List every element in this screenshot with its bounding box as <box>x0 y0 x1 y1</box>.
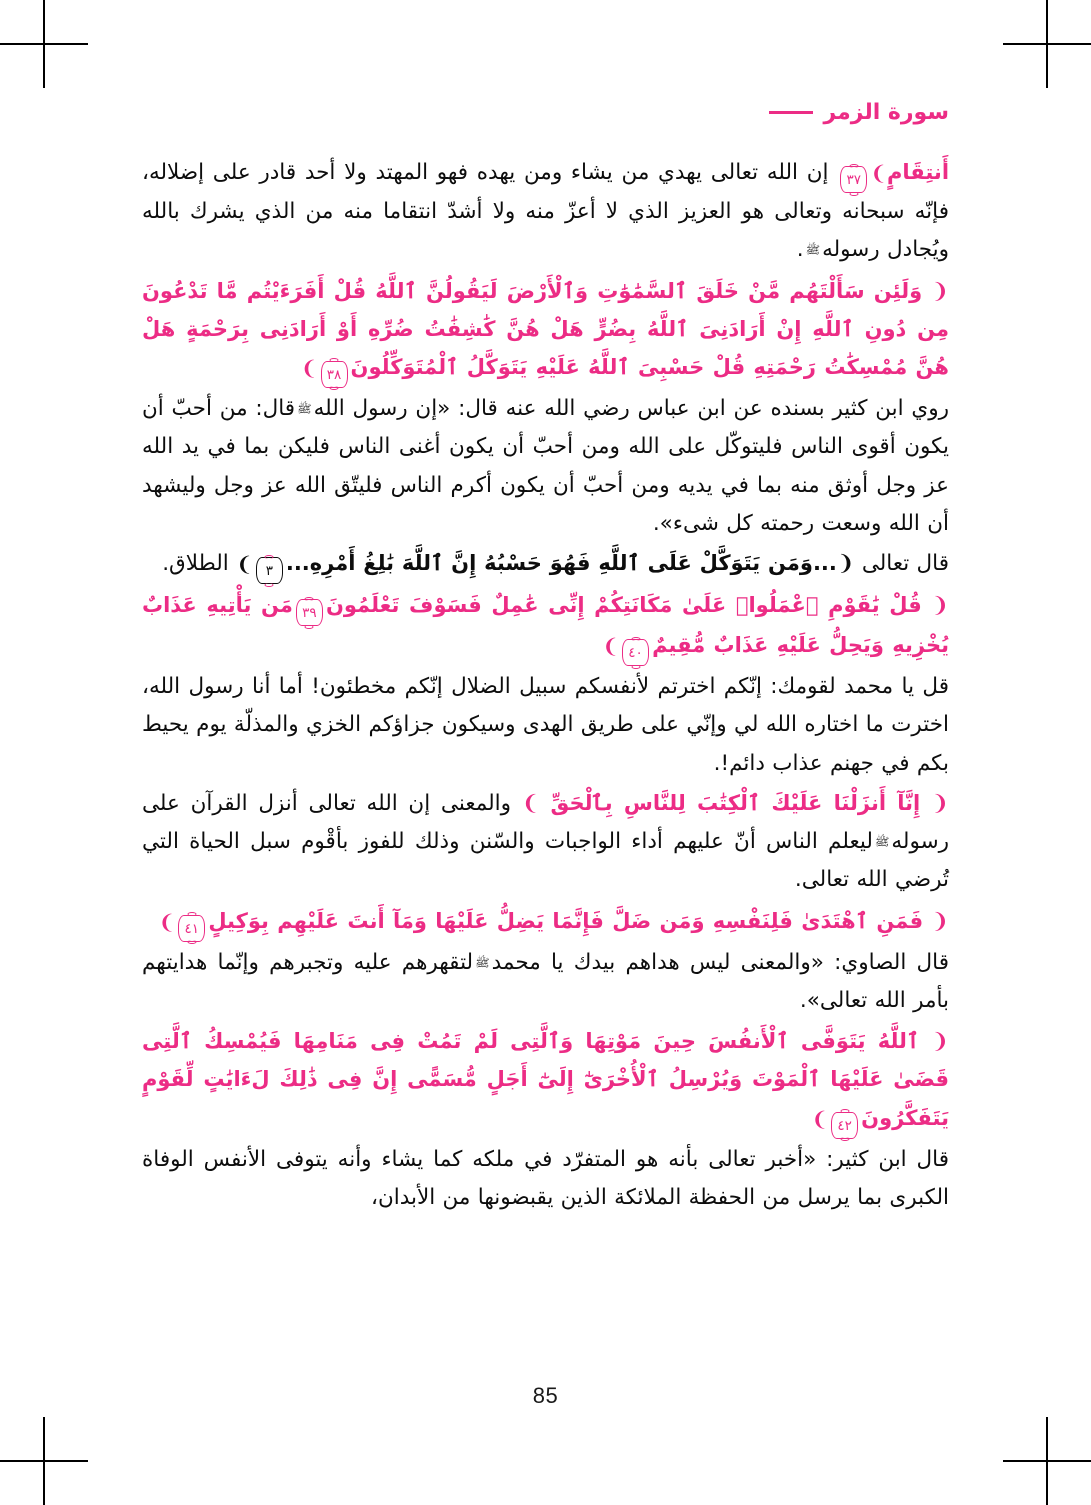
quran-verse-42 <box>142 1022 949 1138</box>
ayah-number: ٣٨ <box>321 361 348 388</box>
ornament-close-icon: ❩ <box>300 355 318 380</box>
running-head <box>142 92 949 132</box>
commentary-text-continued: لتقهرهم عليه وتجبرهم وإنّما هدايتهم بأمر الله تعالى». <box>142 949 949 1013</box>
sallallahu-alayhi-wasallam-icon: ﷺ <box>874 835 890 849</box>
sallallahu-alayhi-wasallam-icon: ﷺ <box>297 402 312 416</box>
ayah-number: ٣ <box>256 557 283 584</box>
horizontal-rule-icon <box>769 111 813 114</box>
quran-verse-text: ❨ وَلَئِن سَأَلْتَهُم مَّنْ خَلَقَ ٱلسَّمَٰوَٰتِ وَٱلْأَرْضَ لَيَقُولُنَّ ٱللَّهُ قُلْ أَفَرَءَيْتُم مَّا تَدْعُونَ مِن دُونِ ٱللَّهِ إِنْ أَرَادَنِىَ ٱللَّهُ بِضُرٍّ هَلْ هُنَّ كَٰشِفَٰتُ ضُرِّهِ أَوْ أَرَادَنِى بِرَحْمَةٍ هَلْ هُنَّ مُمْسِكَٰتُ رَحْمَتِهِ قُلْ حَسْبِىَ ٱللَّهُ عَلَيْهِ يَتَوَكَّلُ ٱلْمُتَوَكِّلُونَ <box>142 278 949 379</box>
quran-verse-text: ❨ قُلْ يَٰقَوْمِ ٱعْمَلُوا۟ عَلَىٰ مَكَانَتِكُمْ إِنِّى عَٰمِلٌ فَسَوْفَ تَعْلَمُونَ <box>325 593 949 618</box>
commentary-text: والمعنى إن الله تعالى أنزل القرآن على رسوله <box>142 790 949 855</box>
ayah-number: ٤٢ <box>831 1112 858 1139</box>
sallallahu-alayhi-wasallam-icon: ﷺ <box>475 956 490 970</box>
text-column <box>142 92 949 1385</box>
quran-verse-39-40 <box>142 586 949 666</box>
crop-mark-icon <box>43 1417 45 1505</box>
quran-verse-text: ❨ ٱللَّهُ يَتَوَفَّى ٱلْأَنفُسَ حِينَ مَوْتِهَا وَٱلَّتِى لَمْ تَمُتْ فِى مَنَامِهَا فَيُمْسِكُ ٱلَّتِى قَضَىٰ عَلَيْهَا ٱلْمَوْتَ وَيُرْسِلُ ٱلْأُخْرَىٰٓ إِلَىٰٓ أَجَلٍ مُّسَمًّى إِنَّ فِى ذَٰلِكَ لَءَايَٰتٍ لِّقَوْمٍ يَتَفَكَّرُونَ <box>142 1029 949 1130</box>
crop-mark-icon <box>1046 0 1048 88</box>
ornament-close-icon: ❩ <box>236 552 253 577</box>
quran-fragment: أَنتِقَامٍ <box>886 160 950 184</box>
page-number: 85 <box>532 1383 559 1408</box>
commentary-text-continued: ليعلم الناس أنّ عليهم أداء الواجبات والسّنن وذلك للفوز بأقْوم سبل الحياة التي تُرضي الله تعالى. <box>142 829 949 893</box>
quran-verse-text: ❨ فَمَنِ ٱهْتَدَىٰ فَلِنَفْسِهِ وَمَن ضَلَّ فَإِنَّمَا يَضِلُّ عَلَيْهَا وَمَآ أَنتَ عَلَيْهِم بِوَكِيلٍ <box>208 908 949 933</box>
paragraph-as-sawi <box>142 944 949 1021</box>
sallallahu-alayhi-wasallam-icon: ﷺ <box>805 243 821 257</box>
paragraph-at-talaq-quote <box>142 545 949 584</box>
narration-text-continued: قال: من أحبّ أن يكون أقوى الناس فليتوكّل على الله ومن أحبّ أن يكون أغنى الناس فليكن بما في يد الله عز وجل أوثق منه بما في يديه ومن أحبّ أن يكون أكرم الناس فليتّق الله عز وجل وليشهد أن الله وسعت رحمته كل شىء». <box>142 395 949 536</box>
ayah-number: ٣٩ <box>296 599 323 626</box>
paragraph-commentary-39-40 <box>142 668 949 783</box>
quran-verse-41 <box>142 902 949 942</box>
paragraph-ibn-kathir <box>142 1141 949 1218</box>
ayah-number: ٤١ <box>178 915 205 942</box>
surah-reference: الطلاق. <box>162 551 229 577</box>
commentary-text: قال ابن كثير: «أخبر تعالى بأنه هو المتفرّد في ملكه كما يشاء وأنه يتوفى الأنفس الوفاة الكبرى بما يرسل من الحفظة الملائكة الذين يقبضونها من الأبدان، <box>142 1146 949 1210</box>
ornament-close-icon: ❩ <box>811 1106 829 1131</box>
ornament-close-icon: ❩ <box>602 634 620 659</box>
sentence-end: . <box>796 237 804 263</box>
paragraph-hadith-ibn-abbas <box>142 390 949 543</box>
paragraph-commentary-37 <box>142 154 949 270</box>
commentary-text: قال الصاوي: «والمعنى ليس هداهم بيدك يا محمد <box>491 949 949 975</box>
ayah-number: ٣٧ <box>840 166 867 193</box>
commentary-text: إن الله تعالى يهدي من يشاء ومن يهده فهو المهتد ولا أحد قادر على إضلاله، فإنّه سبحانه وتعالى هو العزيز الذي لا أعزّ منه ولا أشدّ انتقاما منه من الذي يشرك بالله ويُجادل رسوله <box>142 160 949 263</box>
quran-verse-38 <box>142 272 949 388</box>
quran-fragment-at-talaq: ❨...وَمَن يَتَوَكَّلْ عَلَى ٱللَّهِ فَهُوَ حَسْبُهُ إِنَّ ٱللَّهَ بَٰلِغُ أَمْرِهِ... <box>285 551 855 576</box>
commentary-text: قل يا محمد لقومك: إنّكم اخترتم لأنفسكم سبيل الضلال إنّكم مخطئون! أما أنا رسول الله، اخترت ما اختاره الله لي وإنّي على طريق الهدى وسيكون جزاؤكم الخزي والمذلّة يوم يحيط بكم في جهنم عذاب دائم!. <box>142 674 949 776</box>
quran-verse-text-2: مَن يَأْتِيهِ عَذَابٌ يُخْزِيهِ وَيَحِلُّ عَلَيْهِ عَذَابٌ مُّقِيمٌ <box>142 593 949 658</box>
ayah-number: ٤٠ <box>622 639 649 666</box>
quote-intro: قال تعالى <box>861 551 949 577</box>
narration-text: روي ابن كثير بسنده عن ابن عباس رضي الله عنه قال: «إن رسول الله <box>313 395 949 421</box>
ornament-close-icon: ❩ <box>158 909 176 934</box>
surah-title: سورة الزمر <box>823 99 949 125</box>
ornament-close-icon: ❩ <box>870 161 887 185</box>
crop-mark-icon <box>1046 1417 1048 1505</box>
paragraph-commentary-kitab <box>142 785 949 900</box>
crop-mark-icon <box>43 0 45 88</box>
quran-fragment-kitab: ❨ إِنَّآ أَنزَلْنَا عَلَيْكَ ٱلْكِتَٰبَ لِلنَّاسِ بِٱلْحَقِّ ❩ <box>521 790 949 815</box>
